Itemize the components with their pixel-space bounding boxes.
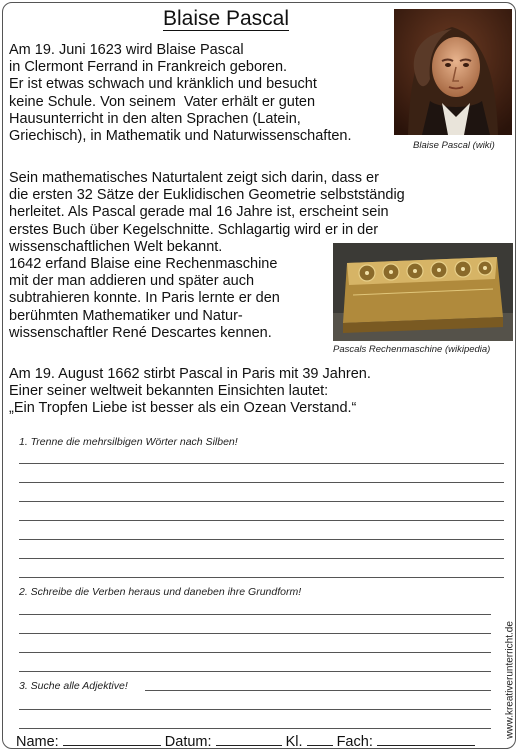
answer-line[interactable] [19,520,504,521]
task-1-instruction: 1. Trenne die mehrsilbigen Wörter nach Silben! [19,436,238,448]
portrait-caption: Blaise Pascal (wiki) [413,140,495,151]
answer-line[interactable] [19,633,491,634]
answer-line[interactable] [19,728,491,729]
answer-line[interactable] [19,463,504,464]
date-field[interactable] [216,733,282,746]
answer-line[interactable] [19,652,491,653]
website-credit: www.kreativerunterricht.de [504,621,516,739]
talent-paragraph: Sein mathematisches Naturtalent zeigt sich darin, dass er die ersten 32 Sätze der Euklidischen Geometrie selbstständig herleitet. Als Pascal gerade mal 16 Jahre ist, erscheint sein erstes Buch über Kegelschnitte. Schlagartig wird er in der wissenschaftlichen Welt bekannt. [9,170,405,255]
task-2-instruction: 2. Schreibe die Verben heraus und daneben ihre Grundform! [19,586,302,598]
footer-fields [16,733,475,750]
death-quote-paragraph: Am 19. August 1662 stirbt Pascal in Paris mit 39 Jahren. Einer seiner weltweit bekannten Einsichten lautet: „Ein Tropfen Liebe ist besser als ein Ozean Verstand.“ [9,366,371,417]
pascaline-machine-image [333,243,513,341]
intro-paragraph: Am 19. Juni 1623 wird Blaise Pascal in Clermont Ferrand in Frankreich geboren. Er ist etwas schwach und kränklich und besucht keine Schule. Von seinem Vater erhält er guten Hausunterricht in den alten Sprachen (Latein, Griechisch), in Mathematik und Naturwissenschaften. [9,42,352,145]
task-3-instruction: 3. Suche alle Adjektive! [19,680,128,692]
class-label: Kl. [285,734,303,750]
answer-line[interactable] [19,577,504,578]
calculator-paragraph: 1642 erfand Blaise eine Rechenmaschine mit der man addieren und später auch subtrahieren konnte. In Paris lernte er den berühmten Mathematiker und Natur- wissenschaftler René Descartes kennen. [9,256,280,341]
answer-line[interactable] [19,709,491,710]
answer-line[interactable] [19,501,504,502]
answer-line[interactable] [19,539,504,540]
machine-caption: Pascals Rechenmaschine (wikipedia) [333,344,491,355]
answer-line[interactable] [19,558,504,559]
subject-field[interactable] [377,733,475,746]
name-field[interactable] [63,733,161,746]
side-credit [503,615,517,745]
subject-label: Fach: [336,734,373,750]
answer-line[interactable] [19,614,491,615]
answer-line[interactable] [19,482,504,483]
class-field[interactable] [307,733,333,746]
pascal-portrait-image [394,9,512,135]
title-text: Blaise Pascal [162,7,290,30]
answer-line[interactable] [19,671,491,672]
date-label: Datum: [164,734,212,750]
worksheet-title [0,7,452,31]
answer-line[interactable] [145,690,491,691]
name-label: Name: [16,734,59,750]
